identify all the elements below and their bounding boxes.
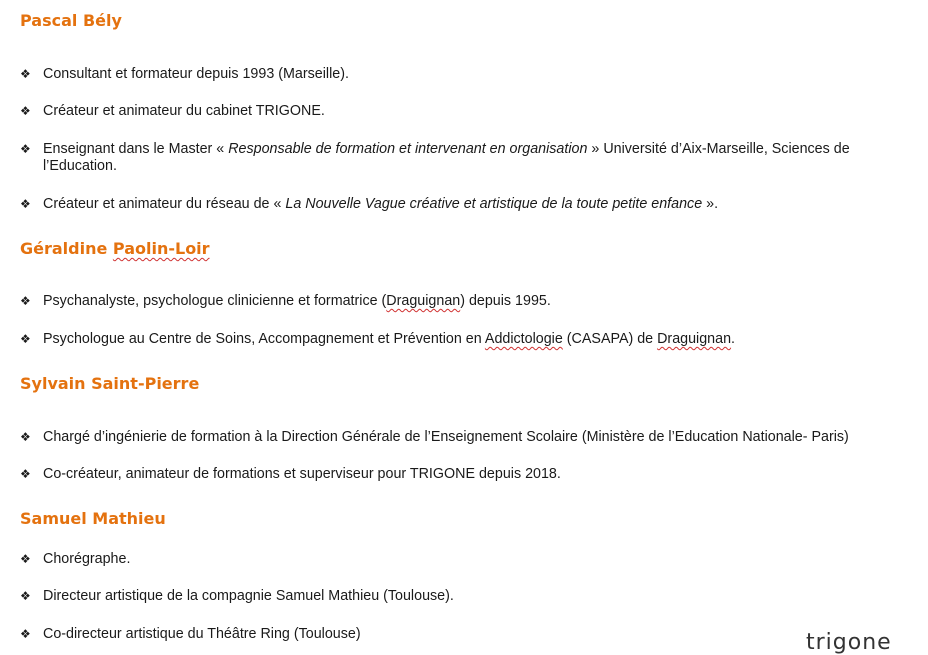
item-text: Psychologue au Centre de Soins, Accompagnement et Prévention en Addictologie (CASAPA) de Draguignan. bbox=[43, 331, 736, 347]
master-title: Responsable de formation et intervenant en organisation bbox=[228, 141, 588, 157]
item-text: Co-créateur, animateur de formations et superviseur pour TRIGONE depuis 2018. bbox=[43, 466, 561, 482]
item-text: Psychanalyste, psychologue clinicienne et formatrice (Draguignan) depuis 1995. bbox=[43, 293, 551, 309]
list-item bbox=[20, 331, 870, 348]
item-text: Créateur et animateur du cabinet TRIGONE. bbox=[43, 103, 325, 119]
list-item bbox=[20, 141, 870, 175]
list-item bbox=[20, 466, 870, 483]
list-item bbox=[20, 196, 870, 213]
diamond-bullet-icon: ❖ bbox=[20, 589, 31, 603]
person-name: Pascal Bély bbox=[20, 11, 122, 30]
list-item bbox=[20, 551, 870, 568]
diamond-bullet-icon: ❖ bbox=[20, 332, 31, 346]
list-item bbox=[20, 588, 870, 605]
person-surname: Paolin-Loir bbox=[112, 239, 210, 258]
person-name: Géraldine Paolin-Loir bbox=[20, 239, 210, 258]
item-text: Consultant et formateur depuis 1993 (Marseille). bbox=[43, 66, 349, 82]
list-item bbox=[20, 429, 870, 446]
item-text: Chargé d’ingénierie de formation à la Direction Générale de l’Enseignement Scolaire (Ministère de l’Education Nationale- Paris) bbox=[43, 429, 849, 445]
diamond-bullet-icon: ❖ bbox=[20, 430, 31, 444]
diamond-bullet-icon: ❖ bbox=[20, 552, 31, 566]
person-name: Samuel Mathieu bbox=[20, 509, 166, 528]
person-name: Sylvain Saint-Pierre bbox=[20, 374, 200, 393]
item-text: Chorégraphe. bbox=[43, 551, 131, 567]
item-text: Enseignant dans le Master « Responsable de formation et intervenant en organisation » Université d’Aix-Marseille, Sciences de l’Education. bbox=[43, 141, 850, 174]
diamond-bullet-icon: ❖ bbox=[20, 627, 31, 641]
diamond-bullet-icon: ❖ bbox=[20, 142, 31, 156]
diamond-bullet-icon: ❖ bbox=[20, 104, 31, 118]
network-title: La Nouvelle Vague créative et artistique de la toute petite enfance bbox=[285, 196, 703, 212]
list-item bbox=[20, 103, 870, 120]
trigone-logo: trigone bbox=[806, 630, 892, 655]
diamond-bullet-icon: ❖ bbox=[20, 294, 31, 308]
list-item bbox=[20, 66, 870, 83]
list-item bbox=[20, 626, 870, 643]
diamond-bullet-icon: ❖ bbox=[20, 467, 31, 481]
diamond-bullet-icon: ❖ bbox=[20, 197, 31, 211]
item-text: Co-directeur artistique du Théâtre Ring (Toulouse) bbox=[43, 626, 361, 642]
item-text: Directeur artistique de la compagnie Samuel Mathieu (Toulouse). bbox=[43, 588, 454, 604]
item-text: Créateur et animateur du réseau de « La Nouvelle Vague créative et artistique de la toute petite enfance ». bbox=[43, 196, 719, 212]
diamond-bullet-icon: ❖ bbox=[20, 67, 31, 81]
list-item bbox=[20, 293, 870, 310]
